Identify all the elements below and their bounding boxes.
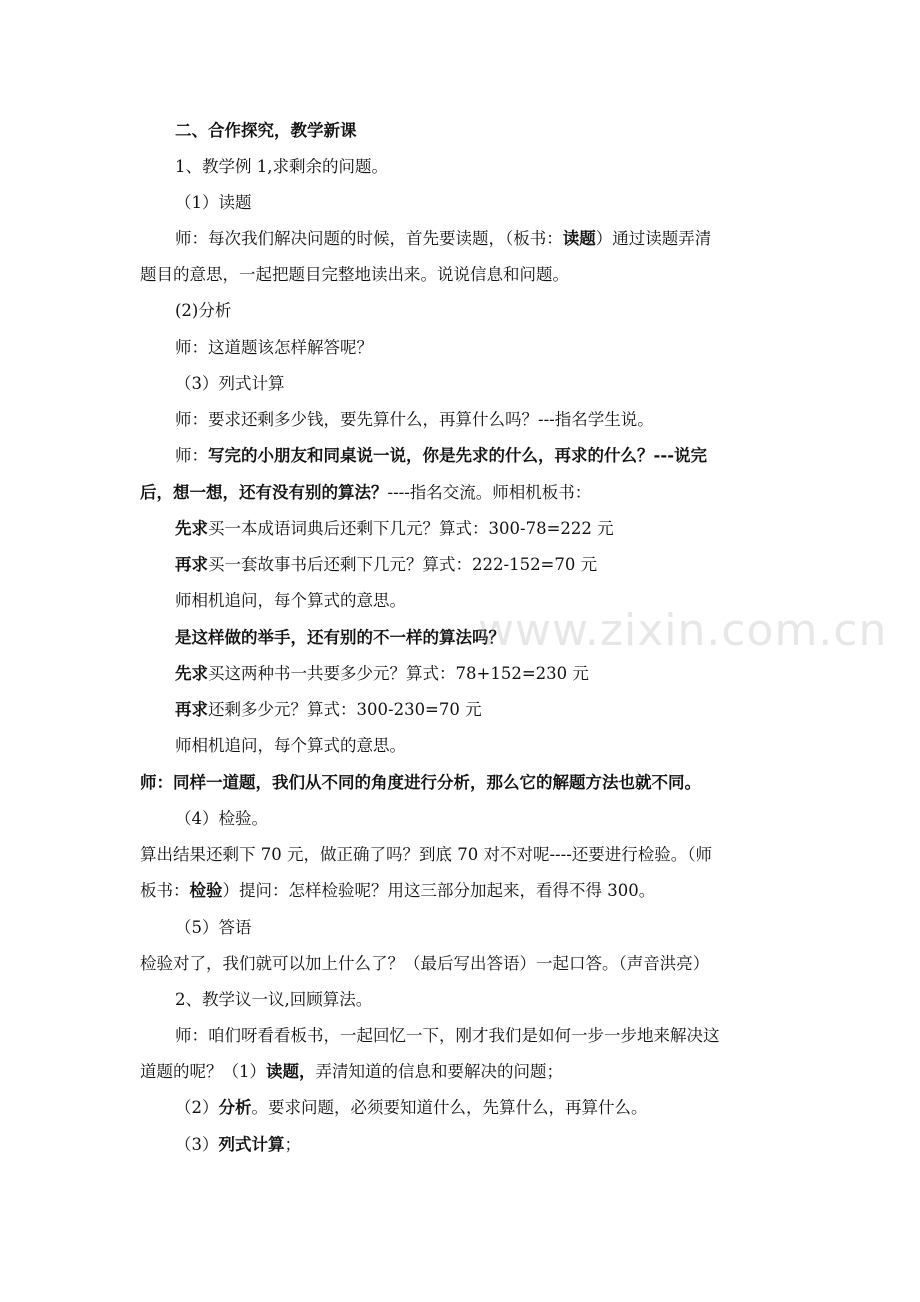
paragraph: 师：要求还剩多少钱，要先算什么，再算什么吗？---指名学生说。	[175, 410, 654, 429]
bold-run: 再求	[175, 700, 208, 719]
text-run: 师：每次我们解决问题的时候，首先要读题，（板书：	[175, 229, 563, 248]
text-run: 弄清知道的信息和要解决的问题；	[315, 1062, 563, 1081]
text-run: 买一本成语词典后还剩下几元？算式：300-78=222 元	[208, 519, 614, 538]
text-run: 道题的呢？（1）	[140, 1062, 266, 1081]
paragraph	[175, 517, 790, 541]
paragraph: （5）答语	[175, 918, 252, 937]
text-run: （3）	[175, 1135, 219, 1154]
bold-run: 先求	[175, 519, 208, 538]
text-run: （2）	[175, 1098, 219, 1117]
paragraph	[175, 227, 790, 251]
text-run: ；	[284, 1135, 301, 1154]
paragraph	[140, 879, 790, 903]
paragraph: (2)分析	[175, 301, 232, 320]
paragraph: 2、教学议一议,回顾算法。	[175, 990, 373, 1009]
text-run: ）提问：怎样检验呢？用这三部分加起来，看得不得 300。	[222, 881, 656, 900]
paragraph: （4）检验。	[175, 809, 268, 828]
text-run: 买这两种书一共要多少元？算式：78+152=230 元	[208, 664, 589, 683]
paragraph: （1）读题	[175, 193, 252, 212]
paragraph	[140, 1060, 790, 1084]
text-run: ）通过读题弄清	[595, 229, 712, 248]
bold-run: 写完的小朋友和同桌说一说，你是先求的什么，再求的什么？---说完	[208, 446, 708, 465]
bold-run: 先求	[175, 664, 208, 683]
paragraph: 师相机追问，每个算式的意思。	[175, 591, 406, 610]
paragraph	[175, 1133, 790, 1157]
paragraph: 师：咱们呀看看板书，一起回忆一下，刚才我们是如何一步一步地来解决这	[175, 1026, 720, 1045]
section-heading: 二、合作探究，教学新课	[175, 121, 357, 140]
paragraph	[140, 481, 790, 505]
text-run: 买一套故事书后还剩下几元？算式：222-152=70 元	[208, 555, 598, 574]
bold-run: 后，想一想，还有没有别的算法？	[140, 483, 388, 502]
bold-run: 分析	[218, 1098, 252, 1117]
text-run: 。要求问题，必须要知道什么，先算什么，再算什么。	[251, 1098, 648, 1117]
paragraph: 1、教学例 1,求剩余的问题。	[175, 157, 388, 176]
text-run: ----指名交流。师相机板书：	[387, 483, 592, 502]
bold-run: 读题，	[266, 1062, 316, 1081]
paragraph: 师相机追问，每个算式的意思。	[175, 736, 406, 755]
paragraph: 检验对了，我们就可以加上什么了？（最后写出答语）一起口答。（声音洪亮）	[140, 954, 710, 973]
text-run: 板书：	[140, 881, 190, 900]
paragraph	[175, 698, 790, 722]
paragraph: （3）列式计算	[175, 374, 285, 393]
paragraph: 题目的意思，一起把题目完整地读出来。说说信息和问题。	[140, 265, 569, 284]
paragraph	[175, 553, 790, 577]
bold-run: 读题	[562, 229, 596, 248]
bold-run: 检验	[189, 881, 223, 900]
paragraph: 算出结果还剩下 70 元，做正确了吗？到底 70 对不对呢----还要进行检验。（师	[140, 845, 713, 864]
text-run: 还剩多少元？算式：300-230=70 元	[208, 700, 482, 719]
bold-run: 再求	[175, 555, 208, 574]
paragraph	[175, 1096, 790, 1120]
paragraph: 师：这道题该怎样解答呢？	[175, 338, 373, 357]
paragraph: 是这样做的举手，还有别的不一样的算法吗？	[175, 628, 505, 647]
bold-run: 列式计算	[218, 1135, 285, 1154]
text-run: 师：	[175, 446, 208, 465]
watermark: www.zixin.com.cn	[478, 605, 888, 656]
paragraph: 师：同样一道题，我们从不同的角度进行分析，那么它的解题方法也就不同。	[140, 773, 701, 792]
paragraph	[175, 444, 790, 468]
paragraph	[175, 662, 790, 686]
